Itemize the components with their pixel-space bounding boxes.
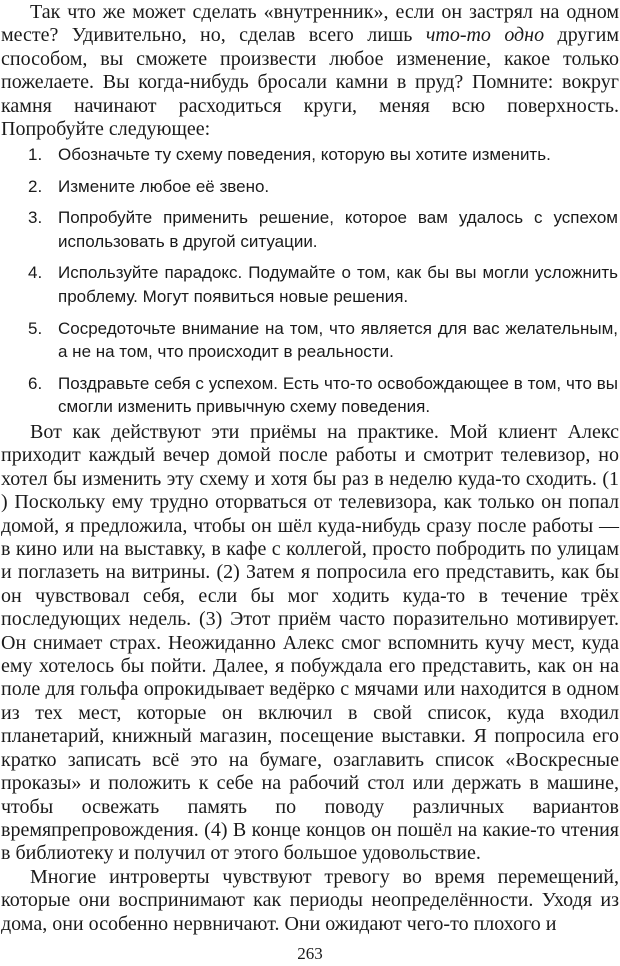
paragraph-alex-example: Вот как действуют эти приёмы на практике. Мой клиент Алекс приходит каждый вечер домой после работы и смотрит телевизор, но хотел бы изменить эту схему и хотя бы раз в неделю куда-то сходить. (1 ) Поскольку ему трудно оторваться от телевизора, как только он попал домой, я предложила, чтобы он шёл куда-нибудь сразу после работы — в кино или на выставку, в кафе с коллегой, просто побродить по улицам и поглазеть на витрины. (2) Затем я попросила его представить, как бы он чувствовал себя, если бы мог ходить куда-то в течение трёх последующих недель. (3) Этот приём часто поразительно мотивирует. Он снимает страх. Неожиданно Алекс смог вспомнить кучу мест, куда ему хотелось бы пойти. Далее, я побуждала его представить, как он на поле для гольфа опрокидывает ведёрко с мячами или находится в одном из тех мест, которые он включил в свой список, куда входил планетарий, книжный магазин, посещение выставки. Я попросила его кратко записать всё это на бумаге, озаглавить список «Воскресные проказы» и положить к себе на рабочий стол или держать в машине, чтобы освежать память по поводу различных вариантов времяпрепровождения. (4) В конце концов он пошёл на какие-то чтения в библиотеку и получил от этого большое удовольствие.	[1, 421, 619, 865]
list-item-text: Сосредоточьте внимание на том, что является для вас желательным, а не на том, что происходит в реальности.	[58, 318, 618, 362]
list-item-text: Поздравьте себя с успехом. Есть что-то освобождающее в том, что вы смогли изменить привычную схему поведения.	[58, 373, 618, 417]
list-item-text: Измените любое её звено.	[58, 176, 270, 196]
list-item-number: 2.	[28, 176, 43, 196]
intro-text-start: Так что же может сделать «внутренник», если он застрял на одном месте? Удивительно, но, сделав всего лишь	[1, 1, 619, 47]
list-item-text: Попробуйте применить решение, которое вам удалось с успехом использовать в другой ситуации.	[58, 208, 618, 251]
page-number: 263	[297, 944, 323, 963]
list-item-number: 1.	[28, 145, 43, 164]
list-item-number: 5.	[28, 318, 43, 338]
list-item-number: 4.	[28, 263, 43, 283]
list-item	[0, 175, 620, 199]
list-item	[0, 206, 620, 253]
list-item-text: Обозначьте ту схему поведения, которую вы хотите изменить.	[58, 145, 551, 164]
paragraph-intro	[1, 1, 619, 141]
list-item-text: Используйте парадокс. Подумайте о том, как бы вы могли усложнить проблему. Могут появиться новые решения.	[58, 263, 618, 306]
list-item	[0, 372, 620, 419]
intro-text-end: другим способом, вы сможете произвести любое изменение, какое только пожелаете. Вы когда-нибудь бросали камни в пруд? Помните: вокруг камня начинают расходиться круги, меняя всю поверхность. Попробуйте следующее:	[1, 24, 619, 141]
list-item	[0, 317, 620, 364]
intro-emphasis: что-то одно	[425, 24, 545, 47]
list-item-number: 3.	[28, 208, 43, 228]
steps-list	[0, 143, 620, 427]
list-item-number: 6.	[28, 373, 43, 393]
list-item	[0, 143, 620, 167]
list-item	[0, 261, 620, 308]
paragraph-introverts: Многие интроверты чувствуют тревогу во время перемещений, которые они воспринимают как периоды неопределённости. Уходя из дома, они особенно нервничают. Они ожидают чего-то плохого и	[1, 866, 619, 935]
